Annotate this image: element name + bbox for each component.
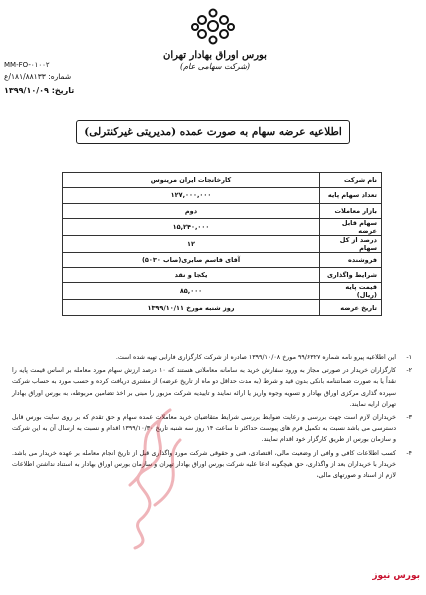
condition-paragraph <box>12 365 412 410</box>
table-row-value: آقای قاسم صابری(صاب ۵۰۳۰) <box>63 252 320 267</box>
paragraph-text: این اطلاعیه پیرو نامه شماره ۹۹/۶۳۲۷ مورخ ۱۳۹۹/۱۰/۰۸ صادره از شرکت کارگزاری فارابی تهیه شده است. <box>115 354 396 361</box>
condition-paragraph <box>12 412 412 446</box>
announcement-title-text: اطلاعیه عرضه سهام به صورت عمده (مدیریتی غیرکنترلی) <box>84 126 342 138</box>
table-row-label: بازار معاملات <box>320 203 382 218</box>
table-row-label: تعداد سهام پایه <box>320 188 382 203</box>
table-row-label: فروشنده <box>320 252 382 267</box>
conditions-text <box>12 352 412 483</box>
document-code: MM-FO-۰۱۰۰۲ <box>4 61 50 69</box>
exchange-logo-icon <box>188 6 238 50</box>
table-row-value: روز شنبه مورخ ۱۳۹۹/۱۰/۱۱ <box>63 300 320 315</box>
table-row <box>63 188 382 203</box>
table-row-label: درصد از کل سهام <box>320 235 382 252</box>
organization-name <box>150 50 280 72</box>
table-row-label: تاریخ عرضه <box>320 300 382 315</box>
paragraph-number: ۴- <box>406 449 412 457</box>
footer-brand: بورس نیوز <box>372 571 420 581</box>
table-row-label: شرایط واگذاری <box>320 268 382 283</box>
paragraph-text: کسب اطلاعات کافی و وافی از وضعیت مالی، اقتصادی، فنی و حقوقی شرکت مورد واگذاری قبل از تاریخ انجام معامله بر عهده خریدار می باشد. خریدار با خریداران بعد از واگذاری، حق هیچگونه ادعا علیه شرکت بورس اوراق بهادار تهران و سازمان بورس اوراق بهادار به استناد نداشتن اطلاعات لازم از اسناد و صورتهای مالی، <box>12 449 396 480</box>
table-row-value: یکجا و نقد <box>63 268 320 283</box>
paragraph-number: ۲- <box>406 367 412 375</box>
letter-number: شماره: ۱۸۱/۸۸۱۳۳/ع <box>4 72 72 81</box>
table-row <box>63 235 382 252</box>
table-row <box>63 218 382 235</box>
paragraph-text: کارگزاران خریدار در صورتی مجاز به ورود سفارش خرید به سامانه معاملاتی هستند که ۱۰ درصد ارزش سهام مورد معامله بر اساس قیمت پایه را نقداً یا به صورت ضمانتنامه بانکی بدون قید و شرط (به مدت حداقل دو ماه از تاریخ عرضه) از مشتری دریافت کرده و حسب مورد به حساب شرکت سپرده گذاری مرکزی اوراق بهادار و تسویه وجوه واریز یا ارائه نمایند و تاییدیه شرکت مزبور را مبنی بر اخذ تضامین مربوطه، به بورس اوراق بهادار تهران ارایه نمایند. <box>12 367 396 408</box>
table-row <box>63 300 382 315</box>
table-row-value: ۱۵,۲۴۰,۰۰۰ <box>63 218 320 235</box>
table-row-label: نام شرکت <box>320 173 382 188</box>
paragraph-text: خریداران لازم است جهت بررسی و رعایت ضوابط بررسی شرایط متقاضیان خرید معاملات عمده سهام و حق تقدم که بر روی سایت بورس قابل دسترسی می باشد نسبت به تکمیل فرم های پیوست حداکثر تا ساعت ۱۴ روز سه شنبه تاریخ ۱۳۹۹/۱۰/۳۰ اقدام و نسبت به ارسال آن به این شرکت و سازمان بورس از طریق کارگزار خود اقدام نمایند. <box>12 414 396 444</box>
table-row <box>63 283 382 300</box>
table-row-value: کارخانجات ایران مرینوس <box>63 173 320 188</box>
announcement-title <box>76 120 350 144</box>
paragraph-number: ۳- <box>406 414 412 422</box>
org-name-line: بورس اوراق بهادار تهران <box>163 50 267 61</box>
table-row-value: ۱۲۷,۰۰۰,۰۰۰ <box>63 188 320 203</box>
table-row-label: سهام قابل عرضه <box>320 218 382 235</box>
table-row-value: ۸۵,۰۰۰ <box>63 283 320 300</box>
table-row <box>63 203 382 218</box>
condition-paragraph <box>12 352 412 363</box>
paragraph-number: ۱- <box>406 354 412 361</box>
table-row <box>63 252 382 267</box>
table-row <box>63 268 382 283</box>
table-row-label: قیمت پایه (ریال) <box>320 283 382 300</box>
letter-date: تاریخ: ۱۳۹۹/۱۰/۰۹ <box>4 86 75 95</box>
table-row-value: ۱۲ <box>63 235 320 252</box>
red-signature-stamp-icon <box>100 400 200 550</box>
offering-details-table <box>62 172 382 316</box>
table-row <box>63 173 382 188</box>
table-row-value: دوم <box>63 203 320 218</box>
org-sub-line: (شرکت سهامی عام) <box>179 62 251 71</box>
condition-paragraph <box>12 448 412 482</box>
